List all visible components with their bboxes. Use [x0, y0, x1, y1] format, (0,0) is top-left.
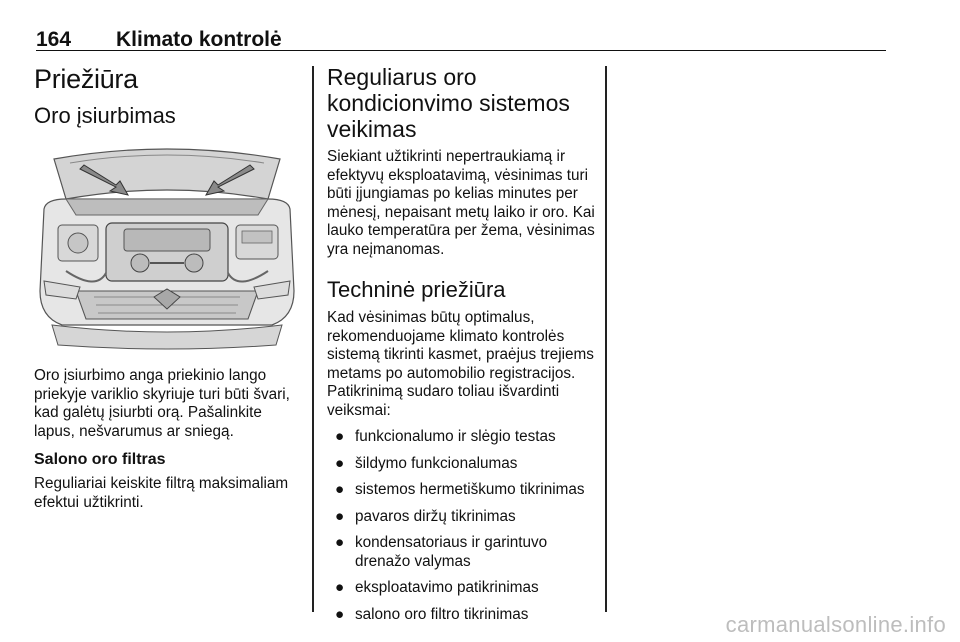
list-item: ● sistemos hermetiškumo tikrinimas	[335, 481, 585, 498]
bullet-icon: ●	[335, 481, 345, 498]
ac-operation-heading: Reguliarus oro kondicionvimo sistemos veikimas	[327, 64, 570, 142]
bullet-icon: ●	[335, 507, 345, 525]
page-header	[36, 14, 886, 51]
cabin-filter-paragraph: Reguliariai keiskite filtrą maksimaliam efektui užtikrinti.	[34, 475, 289, 511]
ac-operation-paragraph: Siekiant užtikrinti nepertraukiamą ir efektyvų eksploatavimą, vėsinimas turi būti įjungiamas po kelias minutes per mėnesį, nepaisant metų laiko ir oro. Kai lauko temperatūra per žema, vėsinimas yra neįmanomas.	[327, 148, 595, 258]
list-item: ● šildymo funkcionalumas	[335, 454, 518, 472]
air-intake-paragraph: Oro įsiurbimo anga priekinio lango priekyje variklio skyriuje turi būti švari, kad galėtų įsiurbti orą. Pašalinkite lapus, nešvarumus ar sniegą.	[34, 367, 290, 440]
list-item: ● funkcionalumo ir slėgio testas	[335, 428, 556, 445]
bullet-icon: ●	[335, 428, 345, 445]
list-item: ● kondensatoriaus ir garintuvo drenažo valymas	[335, 534, 548, 570]
section-heading: Priežiūra	[34, 64, 138, 94]
subsection-heading: Oro įsiurbimas	[34, 103, 176, 128]
left-column	[34, 60, 304, 520]
list-item: ● pavaros diržų tikrinimas	[335, 507, 516, 525]
watermark[interactable]: carmanualsonline.info	[725, 612, 946, 637]
car-engine-bay-illustration-icon	[36, 141, 298, 351]
list-item: ● eksploatavimo patikrinimas	[335, 579, 539, 596]
bullet-icon: ●	[335, 605, 345, 623]
bullet-icon: ●	[335, 454, 345, 472]
bullet-icon: ●	[335, 534, 345, 551]
service-checklist	[327, 428, 597, 624]
page-number: 164	[36, 28, 72, 51]
column-divider-2	[605, 66, 607, 612]
cabin-filter-heading: Salono oro filtras	[34, 451, 166, 468]
column-divider-1	[312, 66, 314, 612]
service-paragraph: Kad vėsinimas būtų optimalus, rekomenduojame klimato kontrolės sistemą tikrinti kasmet, praėjus trejiems metams po automobilio registracijos. Patikrinimą sudaro toliau išvardinti veiksmai:	[327, 309, 594, 419]
right-column	[327, 60, 597, 632]
service-heading: Techninė priežiūra	[327, 277, 506, 302]
chapter-title: Klimato kontrolė	[116, 28, 282, 51]
bullet-icon: ●	[335, 579, 345, 596]
list-item: ● salono oro filtro tikrinimas	[335, 605, 529, 623]
